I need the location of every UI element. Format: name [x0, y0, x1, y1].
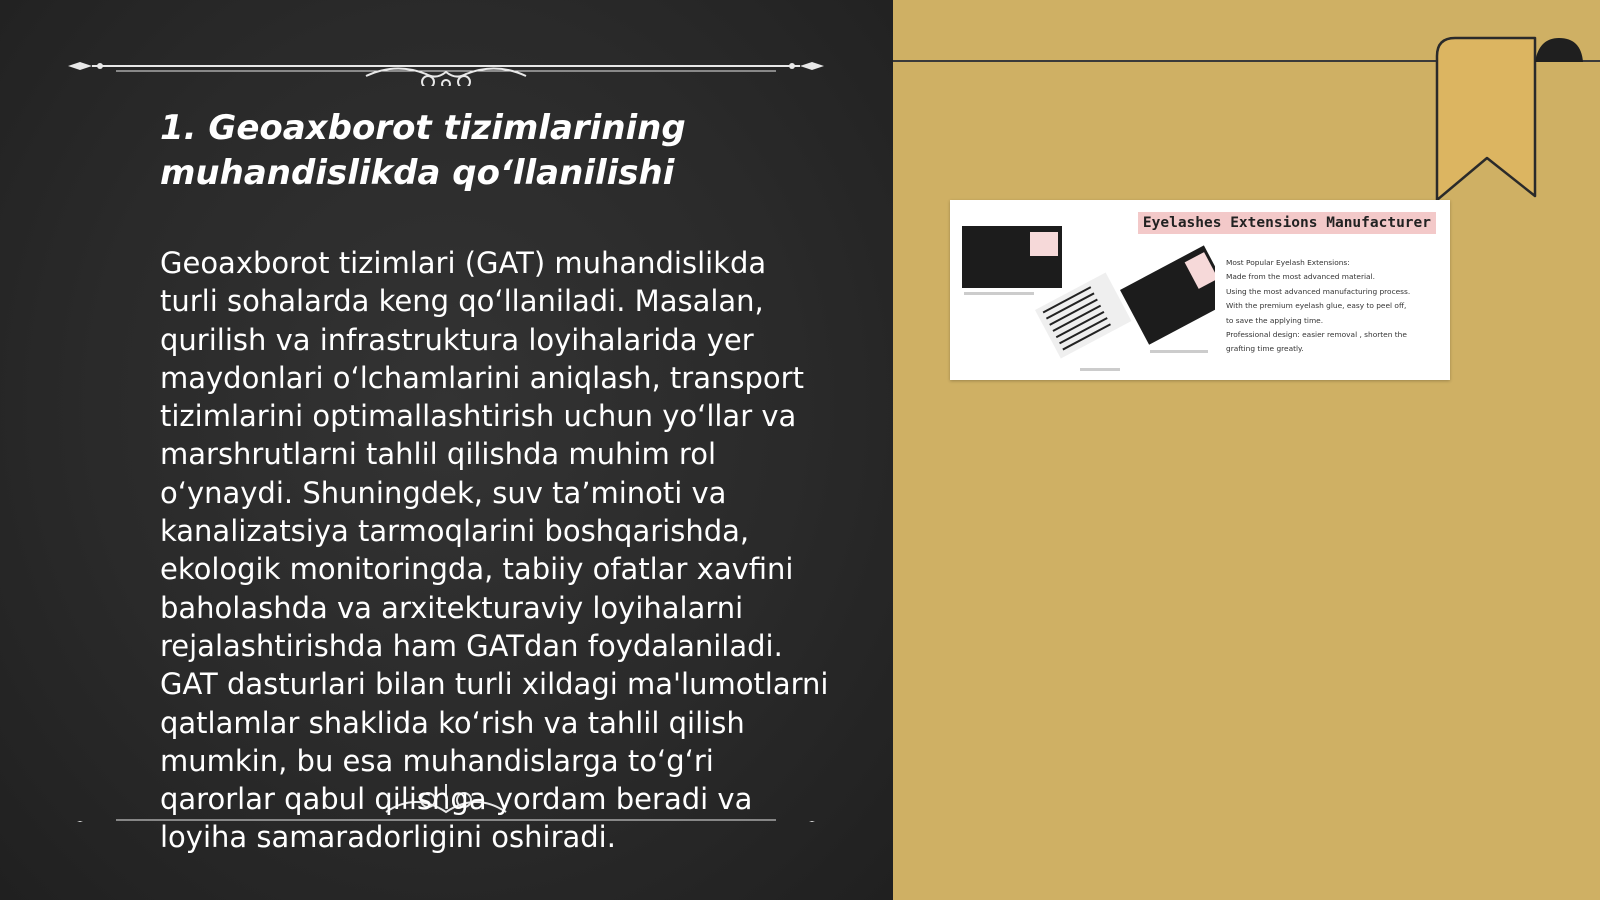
image-banner-text: Eyelashes Extensions Manufacturer: [1138, 212, 1436, 234]
image-description-line: Most Popular Eyelash Extensions:: [1226, 258, 1350, 267]
product-image: [950, 200, 1450, 380]
slide-body-text: Geoaxborot tizimlari (GAT) muhandislikda turli sohalarda keng qo‘llaniladi. Masalan, qurilish va infrastruktura loyihalarida yer maydonlari o‘lchamlarini aniqlash, transport tizimlarini optimallashtirish uchun yo‘llar va marshrutlarni tahlil qilishda muhim rol o‘ynaydi. Shuningdek, suv ta’minoti va kanalizatsiya tarmoqlarini boshqarishda, ekologik monitoringda, tabiiy ofatlar xavfini baholashda va arxitekturaviy loyihalarni rejalashtirishda ham GATdan foydalaniladi. GAT dasturlari bilan turli xildagi ma'lumotlarni qatlamlar shaklida ko‘rish va tahlil qilish mumkin, bu esa muhandislarga to‘g‘ri qarorlar qabul qilishga yordam beradi va loyiha samaradorligini oshiradi.: [160, 246, 829, 855]
image-description-line: Using the most advanced manufacturing process.: [1226, 286, 1411, 296]
image-description-line: grafting time greatly.: [1226, 344, 1304, 354]
image-description-line: to save the applying time.: [1226, 315, 1324, 325]
ornamental-divider-icon: [66, 46, 826, 86]
image-description-line: Made from the most advanced material.: [1226, 272, 1375, 282]
slide-title: 1. Geoaxborot tizimlarining muhandislikda qo‘llanilishi: [160, 108, 686, 193]
image-description-line: With the premium eyelash glue, easy to peel off,: [1226, 301, 1407, 311]
image-description-line: Professional design: easier removal , shorten the: [1226, 330, 1407, 340]
image-description: [1226, 256, 1441, 357]
bookmark-ribbon-icon: [1435, 36, 1583, 200]
eyelash-product-photos: [960, 218, 1215, 373]
